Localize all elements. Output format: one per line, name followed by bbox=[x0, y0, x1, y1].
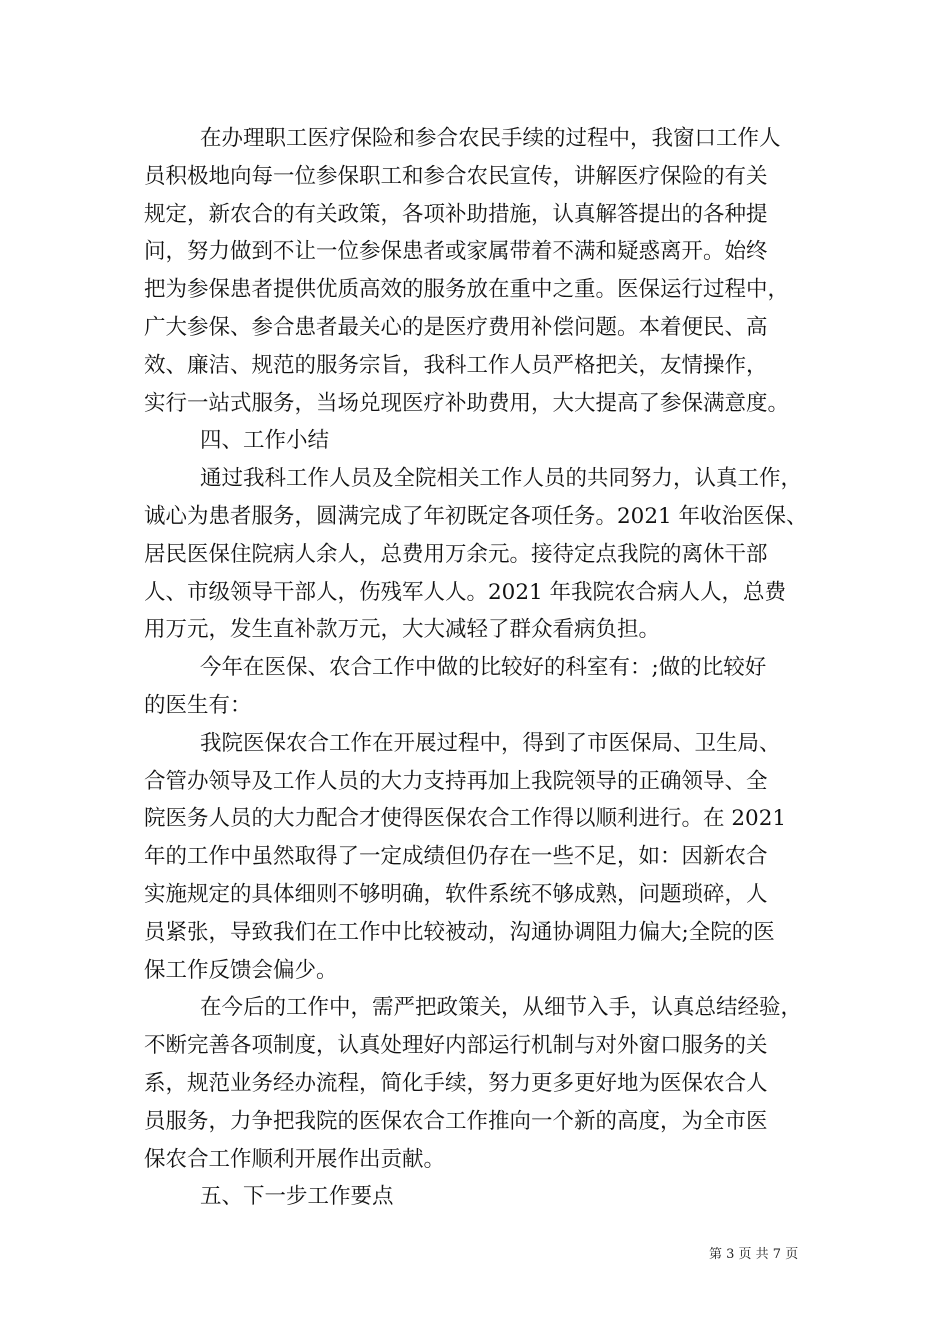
text-line: 居民医保住院病人余人，总费用万余元。接待定点我院的离休干部 bbox=[144, 541, 768, 567]
text-line: 把为参保患者提供优质高效的服务放在重中之重。医保运行过程中， bbox=[144, 277, 790, 303]
text-line: 诚心为患者服务，圆满完成了年初既定各项任务。2021 年收治医保、 bbox=[144, 503, 808, 529]
text-line: 系，规范业务经办流程，简化手续，努力更多更好地为医保农合人 bbox=[144, 1070, 768, 1096]
text-line: 员积极地向每一位参保职工和参合农民宣传，讲解医疗保险的有关 bbox=[144, 163, 768, 189]
text-line: 员紧张，导致我们在工作中比较被动，沟通协调阻力偏大;全院的医 bbox=[144, 919, 775, 945]
text-line: 合管办领导及工作人员的大力支持再加上我院领导的正确领导、全 bbox=[144, 768, 768, 794]
text-line: 保农合工作顺利开展作出贡献。 bbox=[144, 1146, 446, 1172]
text-line: 通过我科工作人员及全院相关工作人员的共同努力，认真工作， bbox=[200, 466, 803, 492]
text-line: 年的工作中虽然取得了一定成绩但仍存在一些不足，如：因新农合 bbox=[144, 844, 768, 870]
text-line: 规定，新农合的有关政策，各项补助措施，认真解答提出的各种提 bbox=[144, 201, 768, 227]
text-line: 保工作反馈会偏少。 bbox=[144, 957, 338, 983]
section-heading-4: 四、工作小结 bbox=[200, 428, 330, 454]
text-line: 人、市级领导干部人，伤残军人人。2021 年我院农合病人人，总费 bbox=[144, 579, 787, 605]
text-line: 实施规定的具体细则不够明确，软件系统不够成熟，问题琐碎，人 bbox=[144, 881, 768, 907]
text-line: 不断完善各项制度，认真处理好内部运行机制与对外窗口服务的关 bbox=[144, 1033, 768, 1059]
section-heading-5: 五、下一步工作要点 bbox=[200, 1184, 394, 1210]
text-line: 的医生有： bbox=[144, 692, 252, 718]
text-line: 广大参保、参合患者最关心的是医疗费用补偿问题。本着便民、高 bbox=[144, 314, 768, 340]
text-line: 效、廉洁、规范的服务宗旨，我科工作人员严格把关，友情操作， bbox=[144, 352, 768, 378]
text-line: 在今后的工作中，需严把政策关，从细节入手，认真总结经验， bbox=[200, 995, 803, 1021]
text-line: 用万元，发生直补款万元，大大减轻了群众看病负担。 bbox=[144, 617, 661, 643]
text-line: 问，努力做到不让一位参保患者或家属带着不满和疑惑离开。始终 bbox=[144, 239, 768, 265]
text-line: 在办理职工医疗保险和参合农民手续的过程中，我窗口工作人 bbox=[200, 126, 781, 151]
page-number-footer: 第 3 页 共 7 页 bbox=[709, 1247, 799, 1262]
text-line: 院医务人员的大力配合才使得医保农合工作得以顺利进行。在 2021 bbox=[144, 806, 787, 832]
text-line: 实行一站式服务，当场兑现医疗补助费用，大大提高了参保满意度。 bbox=[144, 390, 790, 416]
text-line: 今年在医保、农合工作中做的比较好的科室有：;做的比较好 bbox=[200, 655, 767, 681]
document-body bbox=[144, 120, 824, 1216]
text-line: 我院医保农合工作在开展过程中，得到了市医保局、卫生局、 bbox=[200, 730, 781, 756]
text-line: 员服务，力争把我院的医保农合工作推向一个新的高度，为全市医 bbox=[144, 1108, 768, 1134]
